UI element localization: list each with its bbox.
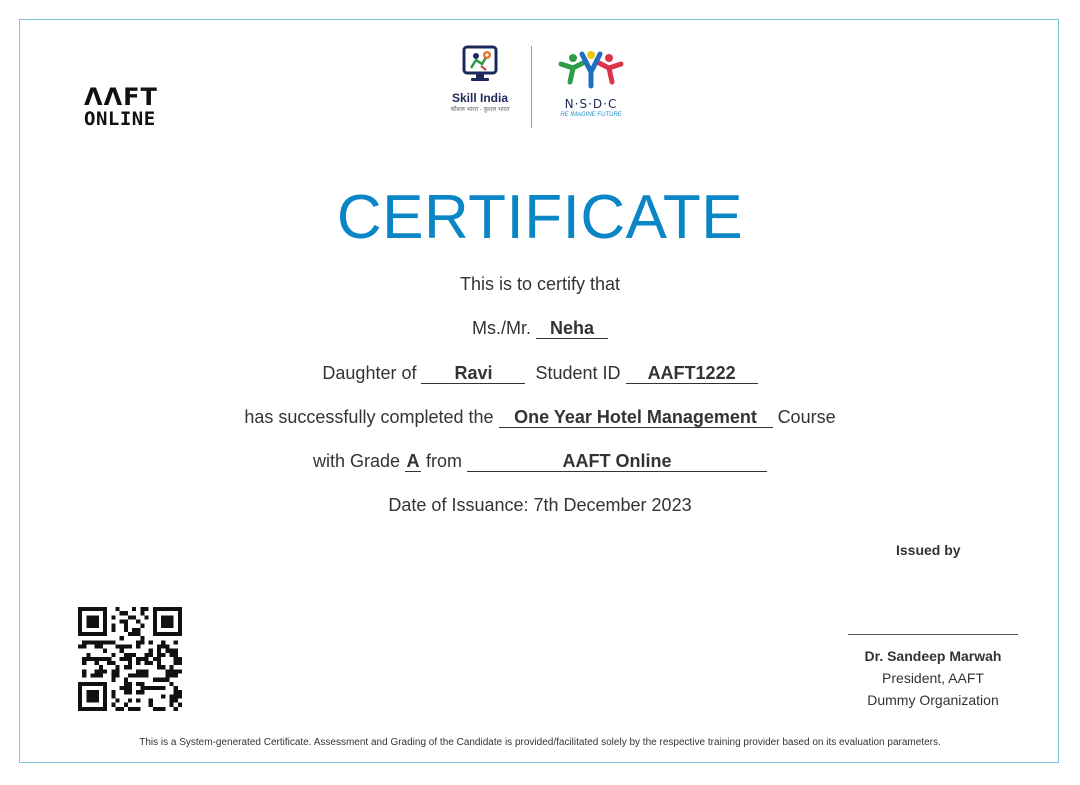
skill-india-icon: [460, 44, 500, 84]
nsdc-logo: [545, 50, 637, 118]
signatory-role: President, AAFT: [882, 670, 984, 686]
grade-label: with Grade: [312, 451, 400, 471]
nsdc-people-icon: [556, 50, 626, 90]
completed-label: has successfully completed the: [244, 407, 494, 427]
issued-by-label: Issued by: [896, 542, 961, 558]
salutation-label: Ms./Mr.: [471, 318, 531, 338]
footer-disclaimer: This is a System-generated Certificate. Assessment and Grading of the Candidate is provided/facilitated solely by the respective training provider based on its evaluation parameters.: [139, 737, 941, 748]
skill-india-logo: [440, 44, 520, 113]
intro-line: [0, 274, 1080, 295]
course-line: [0, 407, 1080, 428]
signatory-block: [848, 645, 1018, 711]
recipient-name: Neha: [536, 318, 608, 339]
certificate-title: CERTIFICATE: [336, 183, 744, 252]
signatory-organization: Dummy Organization: [867, 692, 999, 708]
grade-value: A: [406, 451, 420, 471]
nsdc-name: N·S·D·C: [564, 97, 618, 111]
signature-line: [848, 634, 1018, 635]
issuance-date: Date of Issuance: 7th December 2023: [388, 495, 692, 515]
signatory-name: Dr. Sandeep Marwah: [864, 648, 1002, 664]
course-suffix: Course: [777, 407, 836, 427]
aaft-logo-line2: ONLINE: [84, 108, 156, 130]
relation-line: [0, 363, 1080, 384]
qr-code: [78, 607, 182, 711]
issuance-line: [0, 495, 1080, 516]
aaft-online-logo: [84, 83, 184, 130]
aaft-logo-line1: ΛΛFT: [84, 83, 158, 111]
student-id-label: Student ID: [535, 363, 621, 383]
skill-india-tagline: कौशल भारत - कुशल भारत: [450, 107, 510, 113]
name-line: [0, 318, 1080, 339]
nsdc-tagline: RE IMAGINE FUTURE: [560, 112, 622, 118]
grade-line: [0, 451, 1080, 472]
from-label: from: [426, 451, 463, 471]
relation-label: Daughter of: [322, 363, 417, 383]
intro-text: This is to certify that: [459, 274, 621, 294]
skill-india-name: Skill India: [451, 91, 508, 105]
institution-name: AAFT Online: [467, 451, 767, 472]
student-id: AAFT1222: [626, 363, 758, 384]
parent-name: Ravi: [421, 363, 525, 384]
logo-divider: [531, 46, 532, 128]
course-name: One Year Hotel Management: [499, 407, 773, 428]
